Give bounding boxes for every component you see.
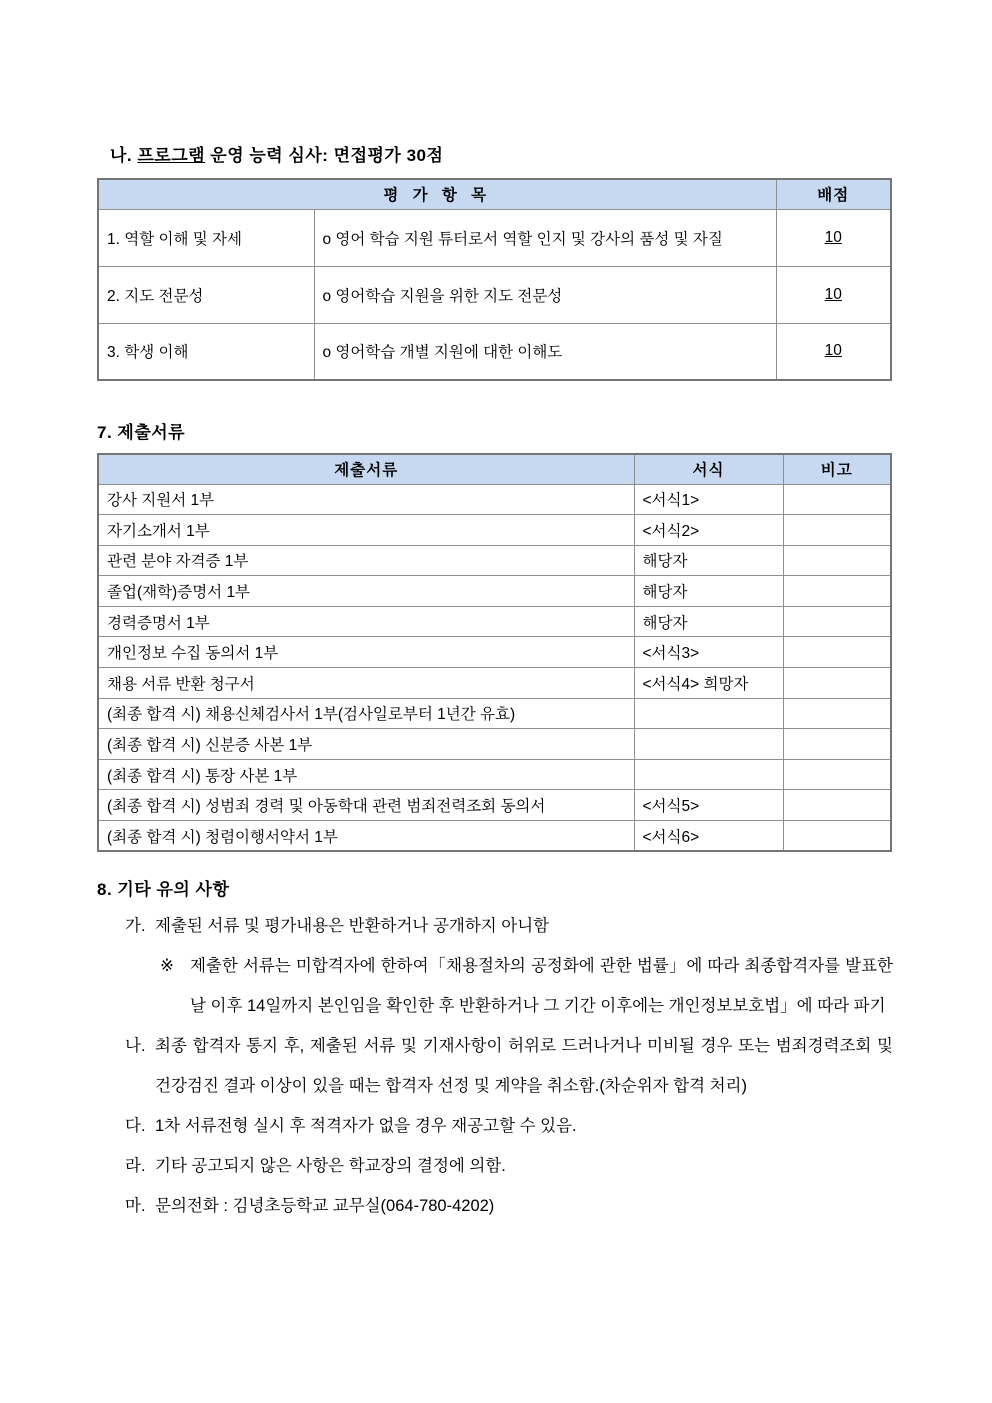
evaluation-table-row [98,209,891,266]
evaluation-desc-cell: o 영어 학습 지원 튜터로서 역할 인지 및 강사의 품성 및 자질 [314,209,776,266]
interview-title-suffix: 운영 능력 심사: 면접평가 30점 [205,146,444,165]
documents-header-note: 비고 [783,454,891,484]
document-note-cell [783,759,891,790]
evaluation-desc-cell: o 영어학습 개별 지원에 대한 이해도 [314,323,776,380]
document-form-cell [634,698,783,729]
evaluation-table-row [98,266,891,323]
note-marker: 가. [125,917,146,936]
document-name-cell: 졸업(재학)증명서 1부 [98,576,634,607]
document-note-cell [783,637,891,668]
note-text: 제출한 서류는 미합격자에 한하여「채용절차의 공정화에 관한 법률」에 따라 최종합격자를 발표한 날 이후 14일까지 본인임을 확인한 후 반환하거나 그 기간 이후에는 개인정보보호법」에 따라 파기 [190,957,893,1016]
document-name-cell: 개인정보 수집 동의서 1부 [98,637,634,668]
documents-table-row [98,576,891,607]
document-name-cell: 강사 지원서 1부 [98,484,634,515]
documents-table-row [98,698,891,729]
documents-header-form: 서식 [634,454,783,484]
note-item-na [125,1026,893,1106]
document-name-cell: (최종 합격 시) 신분증 사본 1부 [98,729,634,760]
document-form-cell: 해당자 [634,545,783,576]
interview-section-title [110,141,893,166]
evaluation-header-score: 배점 [776,179,891,209]
note-marker: 나. [125,1037,146,1056]
score-value: 10 [824,285,842,303]
evaluation-item-cell: 1. 역할 이해 및 자세 [98,209,314,266]
documents-header-doc: 제출서류 [98,454,634,484]
notes-section-title: 8. 기타 유의 사항 [97,880,230,900]
page-content [0,141,992,1226]
document-name-cell: (최종 합격 시) 채용신체검사서 1부(검사일로부터 1년간 유효) [98,698,634,729]
evaluation-score-cell [776,209,891,266]
score-value: 10 [824,342,842,360]
note-text: 최종 합격자 통지 후, 제출된 서류 및 기재사항이 허위로 드러나거나 미비될 경우 또는 범죄경력조회 및 건강검진 결과 이상이 있을 때는 합격자 선정 및 계약을 취소함.(차순위자 합격 처리) [155,1037,893,1096]
notes-list [97,906,893,1226]
document-note-cell [783,515,891,546]
document-note-cell [783,606,891,637]
evaluation-score-cell [776,266,891,323]
documents-table-row [98,759,891,790]
note-item-ga [125,906,893,946]
document-form-cell: <서식4> 희망자 [634,668,783,699]
document-form-cell: <서식5> [634,790,783,821]
note-item-reference [160,946,893,1026]
documents-table [97,453,892,852]
note-marker: 다. [125,1117,146,1136]
document-form-cell: 해당자 [634,606,783,637]
document-form-cell: <서식2> [634,515,783,546]
note-text: 문의전화 : 김녕초등학교 교무실(064-780-4202) [155,1197,495,1216]
documents-section-title: 7. 제출서류 [97,423,186,442]
document-note-cell [783,668,891,699]
documents-table-row [98,790,891,821]
documents-table-row [98,515,891,546]
note-text: 1차 서류전형 실시 후 적격자가 없을 경우 재공고할 수 있음. [155,1117,577,1136]
document-name-cell: (최종 합격 시) 통장 사본 1부 [98,759,634,790]
document-form-cell [634,729,783,760]
document-note-cell [783,729,891,760]
document-note-cell [783,790,891,821]
note-text: 기타 공고되지 않은 사항은 학교장의 결정에 의함. [155,1157,506,1176]
note-marker: 마. [125,1197,146,1216]
note-item-ma [125,1186,893,1226]
evaluation-item-cell: 3. 학생 이해 [98,323,314,380]
document-name-cell: 채용 서류 반환 청구서 [98,668,634,699]
documents-table-header-row [98,454,891,484]
document-form-cell: <서식6> [634,821,783,852]
score-value: 10 [824,228,842,246]
documents-table-row [98,668,891,699]
document-note-cell [783,698,891,729]
document-name-cell: (최종 합격 시) 성범죄 경력 및 아동학대 관련 범죄전력조회 동의서 [98,790,634,821]
reference-mark-icon: ※ [160,957,174,976]
document-form-cell: <서식3> [634,637,783,668]
document-name-cell: 자기소개서 1부 [98,515,634,546]
document-note-cell [783,484,891,515]
document-name-cell: (최종 합격 시) 청렴이행서약서 1부 [98,821,634,852]
documents-table-row [98,729,891,760]
document-name-cell: 관련 분야 자격증 1부 [98,545,634,576]
documents-table-row [98,606,891,637]
note-text: 제출된 서류 및 평가내용은 반환하거나 공개하지 아니함 [155,917,550,936]
document-note-cell [783,545,891,576]
evaluation-item-cell: 2. 지도 전문성 [98,266,314,323]
documents-table-row [98,637,891,668]
documents-table-row [98,821,891,852]
documents-table-row [98,545,891,576]
evaluation-table [97,178,892,381]
document-form-cell: <서식1> [634,484,783,515]
note-marker: 라. [125,1157,146,1176]
documents-table-row [98,484,891,515]
evaluation-header-items: 평 가 항 목 [98,179,776,209]
document-note-cell [783,576,891,607]
document-form-cell [634,759,783,790]
evaluation-table-header-row [98,179,891,209]
document-name-cell: 경력증명서 1부 [98,606,634,637]
interview-title-underlined: 프로그램 [137,146,206,165]
interview-title-prefix: 나. [110,146,138,165]
evaluation-score-cell [776,323,891,380]
evaluation-table-row [98,323,891,380]
note-item-da [125,1106,893,1146]
document-note-cell [783,821,891,852]
note-item-ra [125,1146,893,1186]
evaluation-desc-cell: o 영어학습 지원을 위한 지도 전문성 [314,266,776,323]
document-form-cell: 해당자 [634,576,783,607]
